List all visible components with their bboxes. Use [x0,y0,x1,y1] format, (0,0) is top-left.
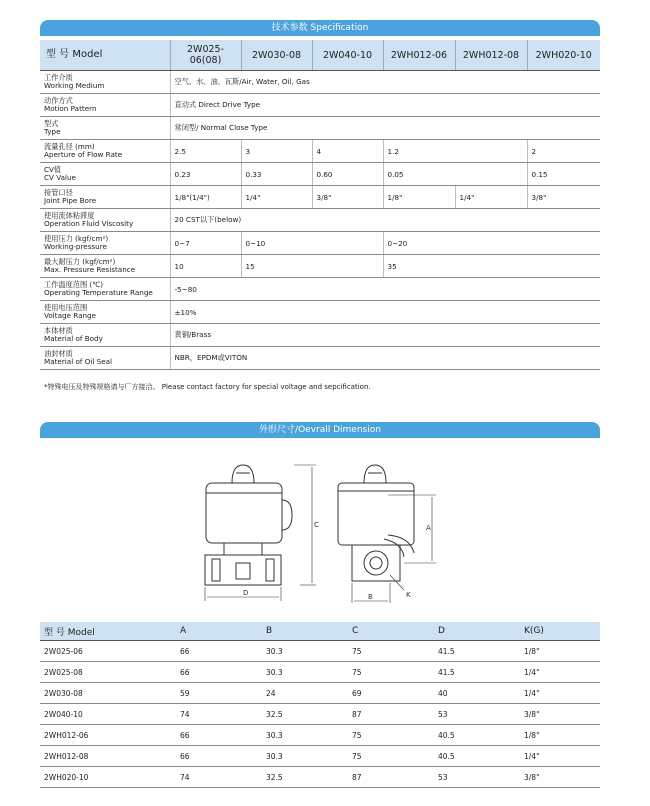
dim-label-k: K [406,591,411,599]
dim-label-b: B [368,593,373,601]
row-label: CV值 CV Value [40,163,170,186]
table-cell: 74 [176,767,262,788]
spec-banner: 技术参数 Specification [40,20,600,36]
dimension-header-row [40,622,600,641]
table-cell: 87 [348,767,434,788]
table-cell: 3/8" [520,767,600,788]
table-cell: 24 [262,683,348,704]
spec-row [40,186,600,209]
spec-cell: 1/4" [241,186,312,209]
model-header: 2W030-08 [241,40,312,71]
table-cell: 1/4" [520,746,600,767]
table-cell: 75 [348,662,434,683]
spec-cell: 0.60 [312,163,383,186]
spec-cell: 1/4" [455,186,527,209]
table-cell: 2W025-08 [40,662,176,683]
dim-label-c: C [314,521,319,529]
spec-cell: 4 [312,140,383,163]
spec-cell: 2 [527,140,600,163]
spec-cell: 35 [383,255,600,278]
spec-row [40,278,600,301]
spec-row [40,94,600,117]
spec-cell: 15 [241,255,383,278]
spec-note: *特殊电压及特殊规格请与厂方接洽。 Please contact factory for special voltage and sepcification. [44,383,371,391]
spec-row [40,140,600,163]
table-cell: 40.5 [434,725,520,746]
table-row [40,662,600,683]
spec-cell: 黄铜/Brass [170,324,600,347]
spec-cell: -5~80 [170,278,600,301]
table-cell: 2W030-08 [40,683,176,704]
table-cell: 2WH020-10 [40,767,176,788]
row-label: 动作方式 Motion Pattern [40,94,170,117]
row-label: 接管口径 Joint Pipe Bore [40,186,170,209]
row-label: 本体材质 Material of Body [40,324,170,347]
model-header: 2WH012-08 [455,40,527,71]
valve-side-view [338,465,414,581]
table-cell: 40 [434,683,520,704]
row-label: 流量孔径 (mm) Aperture of Flow Rate [40,140,170,163]
spec-row [40,324,600,347]
dimension-banner: 外形尺寸/Oevrall Dimension [40,422,600,438]
dim-label-a: A [426,524,431,532]
row-label: 使用压力 (kgf/cm²) Working-pressure [40,232,170,255]
model-header: 2WH020-10 [527,40,600,71]
dim-header: B [262,622,348,641]
spec-cell: 3 [241,140,312,163]
row-label: 型式 Type [40,117,170,140]
table-cell: 1/8" [520,725,600,746]
table-cell: 2WH012-08 [40,746,176,767]
spec-cell: 0.33 [241,163,312,186]
table-cell: 59 [176,683,262,704]
spec-row [40,117,600,140]
dim-header: K(G) [520,622,600,641]
valve-drawing [0,445,650,625]
spec-row [40,301,600,324]
table-cell: 87 [348,704,434,725]
table-cell: 66 [176,662,262,683]
table-cell: 30.3 [262,662,348,683]
table-cell: 3/8" [520,704,600,725]
table-cell: 40.5 [434,746,520,767]
spec-row [40,347,600,370]
row-label: 油封材质 Material of Oil Seal [40,347,170,370]
dimension-lines [205,465,436,603]
spec-row [40,71,600,94]
spec-row [40,163,600,186]
table-cell: 32.5 [262,704,348,725]
spec-cell: 3/8" [527,186,600,209]
table-cell: 53 [434,767,520,788]
table-cell: 1/4" [520,662,600,683]
model-label: 型 号 Model [40,40,170,71]
table-row [40,746,600,767]
table-cell: 41.5 [434,641,520,662]
spec-row [40,255,600,278]
dim-header: D [434,622,520,641]
table-row [40,683,600,704]
spec-cell: 3/8" [312,186,383,209]
dim-header: 型 号 Model [40,622,176,641]
spec-cell: 0~20 [383,232,600,255]
spec-cell: 10 [170,255,241,278]
spec-header-row [40,40,600,71]
spec-cell: 0.15 [527,163,600,186]
spec-row [40,232,600,255]
table-cell: 75 [348,725,434,746]
model-header: 2WH012-06 [383,40,455,71]
row-label: 工作介质 Working Medium [40,71,170,94]
spec-row [40,209,600,232]
table-row [40,704,600,725]
table-cell: 2W025-06 [40,641,176,662]
table-cell: 32.5 [262,767,348,788]
table-cell: 30.3 [262,641,348,662]
table-cell: 2W040-10 [40,704,176,725]
table-cell: 66 [176,641,262,662]
spec-cell: 0.23 [170,163,241,186]
spec-cell: 20 CST以下(below) [170,209,600,232]
table-cell: 2WH012-06 [40,725,176,746]
model-header: 2W040-10 [312,40,383,71]
table-cell: 53 [434,704,520,725]
table-row [40,767,600,788]
table-row [40,725,600,746]
table-cell: 30.3 [262,746,348,767]
table-cell: 1/8" [520,641,600,662]
spec-cell: NBR，EPDM或VITON [170,347,600,370]
dim-label-d: D [243,589,249,597]
row-label: 最大耐压力 (kgf/cm²) Max. Pressure Resistance [40,255,170,278]
row-label: 使用电压范围 Voltage Range [40,301,170,324]
spec-cell: 空气、水、油、瓦斯/Air, Water, Oil, Gas [170,71,600,94]
table-cell: 75 [348,746,434,767]
spec-table [40,40,600,370]
dim-header: A [176,622,262,641]
table-cell: 74 [176,704,262,725]
table-cell: 69 [348,683,434,704]
spec-cell: 0.05 [383,163,527,186]
table-cell: 75 [348,641,434,662]
table-cell: 66 [176,725,262,746]
dim-header: C [348,622,434,641]
row-label: 使用流体粘滞度 Operation Fluid Viscosity [40,209,170,232]
table-cell: 1/4" [520,683,600,704]
dimension-table [40,622,600,788]
model-header: 2W025-06(08) [170,40,241,71]
spec-cell: 常闭型/ Normal Close Type [170,117,600,140]
spec-cell: 1/8"(1/4") [170,186,241,209]
spec-cell: 1/8" [383,186,455,209]
valve-front-view [205,465,292,585]
table-cell: 66 [176,746,262,767]
spec-cell: 直动式 Direct Drive Type [170,94,600,117]
spec-cell: 0~10 [241,232,383,255]
spec-cell: 1.2 [383,140,527,163]
spec-cell: ±10% [170,301,600,324]
spec-cell: 2.5 [170,140,241,163]
row-label: 工作温度范围 (℃) Operating Temperature Range [40,278,170,301]
spec-cell: 0~7 [170,232,241,255]
table-row [40,641,600,662]
table-cell: 30.3 [262,725,348,746]
table-cell: 41.5 [434,662,520,683]
